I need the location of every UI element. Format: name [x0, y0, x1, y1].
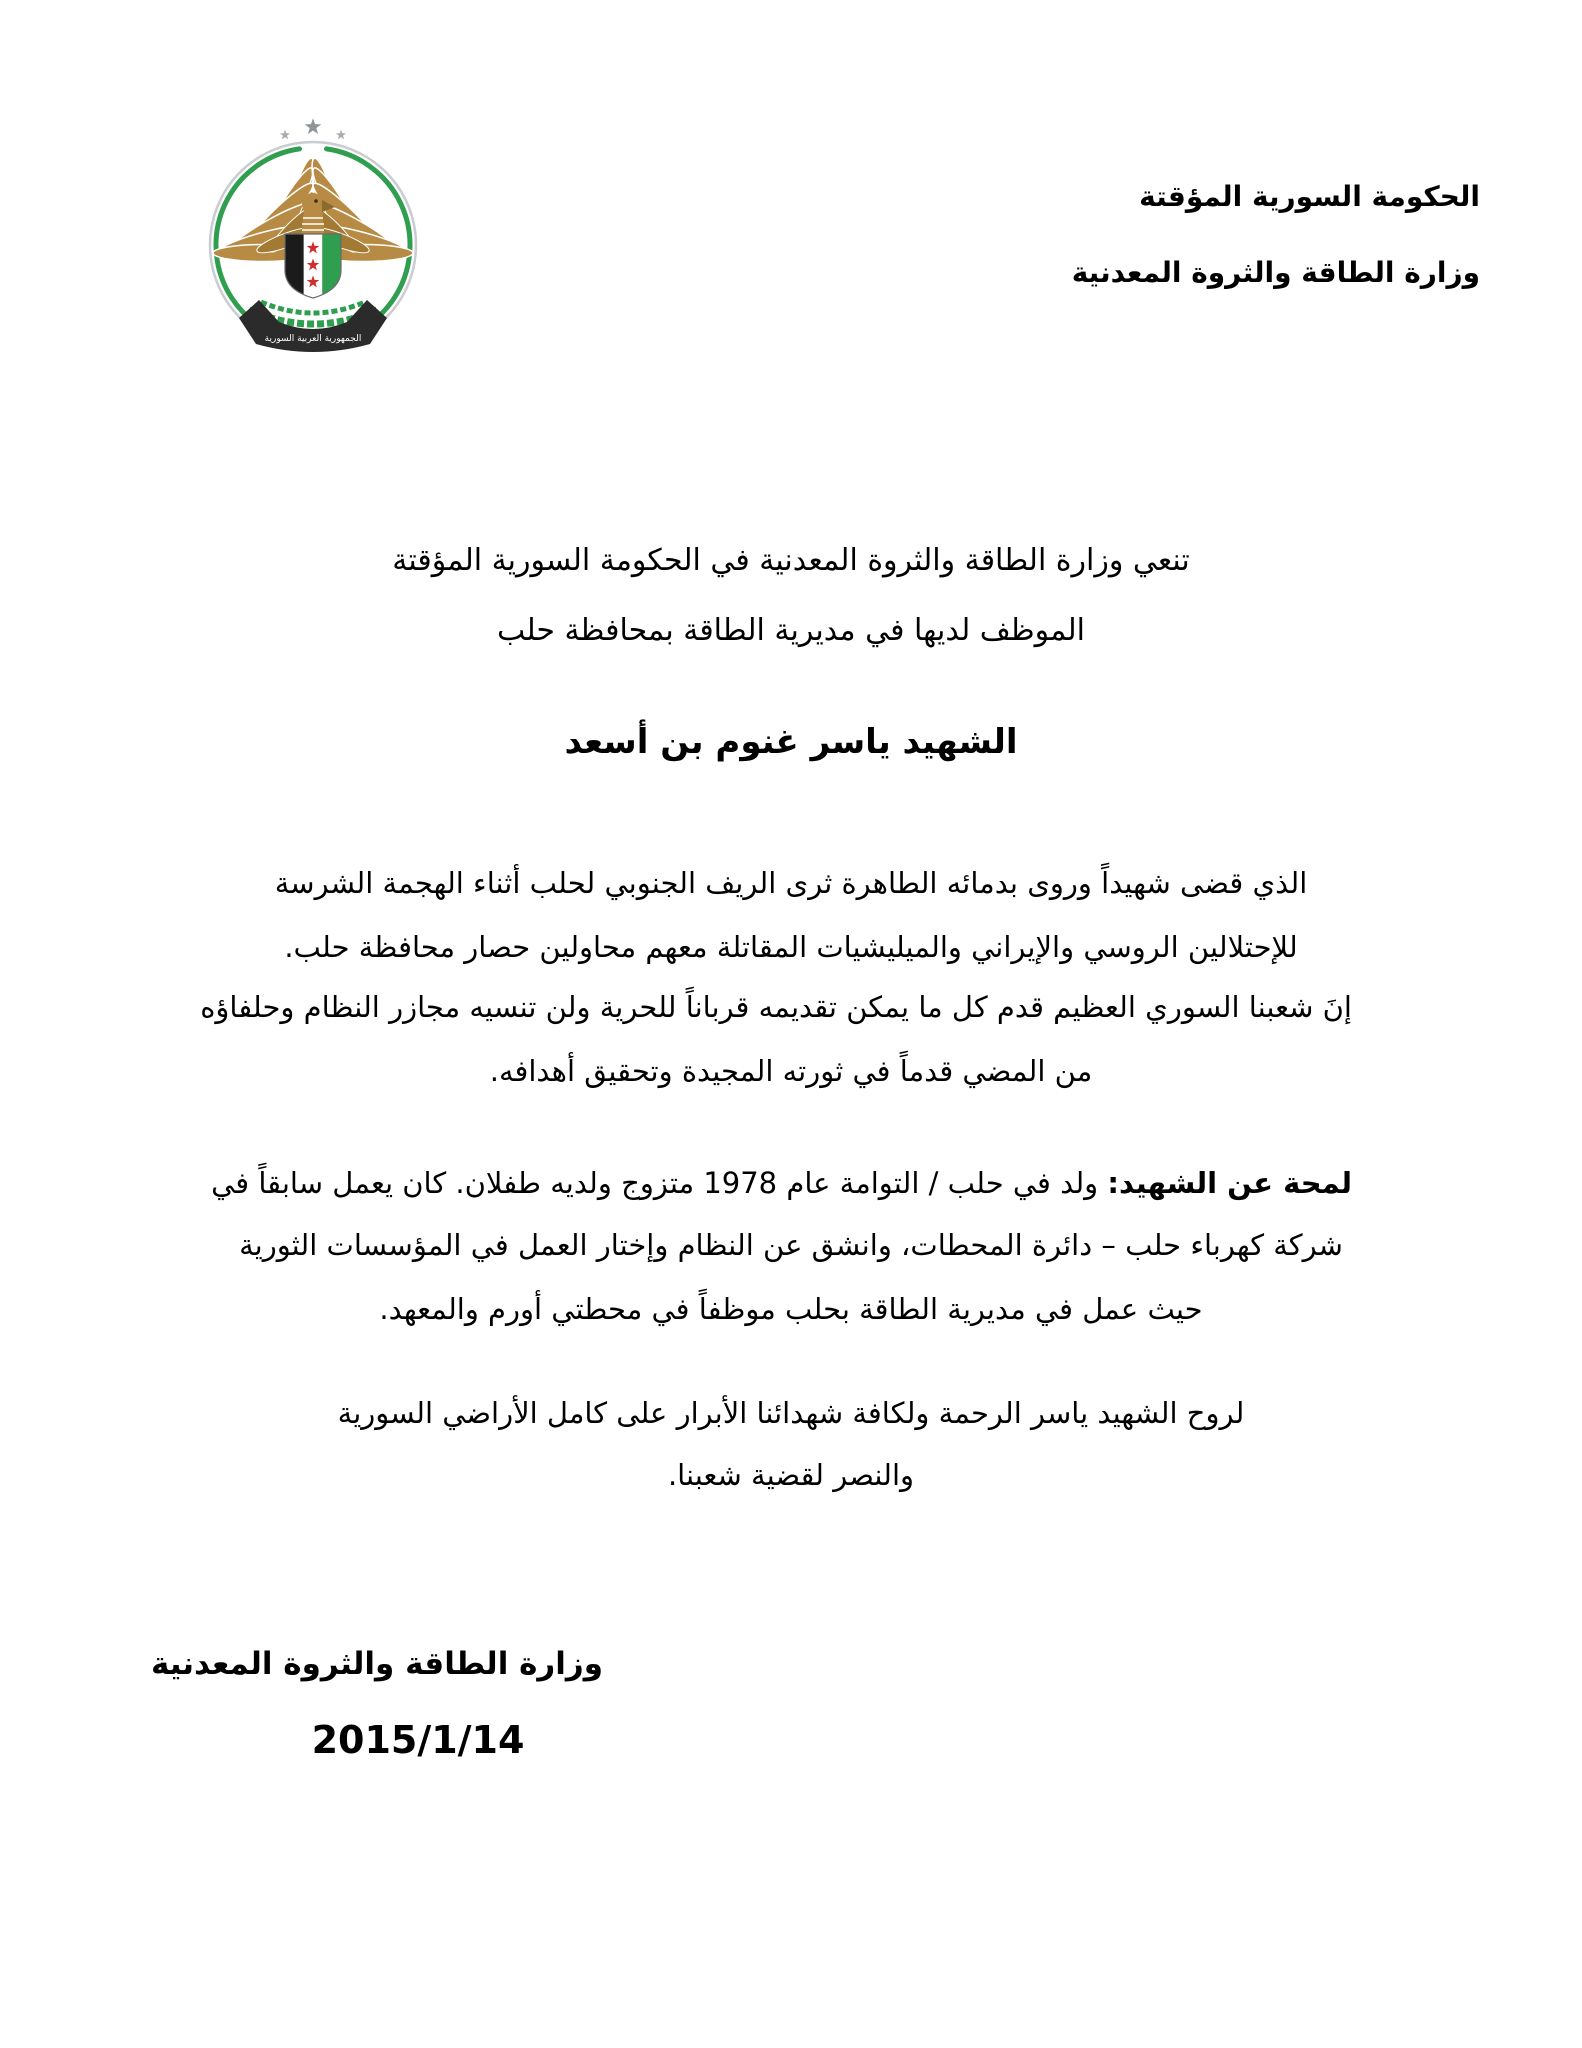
ribbon-banner-text: الجمهورية العربية السورية	[264, 334, 362, 344]
paragraph1-line-2: للإحتلالين الروسي والإيراني والميليشيات المقاتلة معهم محاولين حصار محافظة حلب.	[284, 930, 1298, 964]
bio-line-1	[211, 1166, 1352, 1200]
bio-line-2: شركة كهرباء حلب – دائرة المحطات، وانشق عن النظام وإختار العمل في المؤسسات الثورية	[239, 1228, 1343, 1262]
victory-line: والنصر لقضية شعبنا.	[667, 1458, 915, 1492]
intro-line-2: الموظف لديها في مديرية الطاقة بمحافظة حلب	[497, 613, 1085, 648]
intro-line-1: تنعي وزارة الطاقة والثروة المعدنية في الحكومة السورية المؤقتة	[392, 543, 1190, 578]
header-ministry-line: وزارة الطاقة والثروة المعدنية	[1071, 256, 1480, 289]
prayer-line: لروح الشهيد ياسر الرحمة ولكافة شهدائنا الأبرار على كامل الأراضي السورية	[337, 1396, 1245, 1430]
government-emblem-logo	[203, 112, 423, 360]
bio-label: لمحة عن الشهيد:	[1107, 1166, 1352, 1200]
paragraph2-line-2: من المضي قدماً في ثورته المجيدة وتحقيق أهدافه.	[489, 1054, 1093, 1088]
paragraph2-line-1: إنَ شعبنا السوري العظيم قدم كل ما يمكن تقديمه قرباناً للحرية ولن تنسيه مجازر النظام وحلفاؤه	[200, 990, 1352, 1024]
paragraph1-line-1: الذي قضى شهيداً وروى بدمائه الطاهرة ثرى الريف الجنوبي لحلب أثناء الهجمة الشرسة	[274, 866, 1308, 900]
bio-line-3: حيث عمل في مديرية الطاقة بحلب موظفاً في محطتي أورم والمعهد.	[379, 1292, 1203, 1326]
signature-date: 2015/1/14	[311, 1718, 525, 1762]
emblem-top-stars-icon	[280, 118, 346, 139]
header-government-line: الحكومة السورية المؤقتة	[1139, 180, 1480, 213]
deceased-name-title: الشهيد ياسر غنوم بن أسعد	[564, 722, 1018, 762]
signature-ministry: وزارة الطاقة والثروة المعدنية	[150, 1646, 603, 1682]
emblem-graphic	[203, 112, 423, 360]
bio-line-1-text: ولد في حلب / التوامة عام 1978 متزوج ولديه طفلان. كان يعمل سابقاً في	[211, 1166, 1108, 1200]
